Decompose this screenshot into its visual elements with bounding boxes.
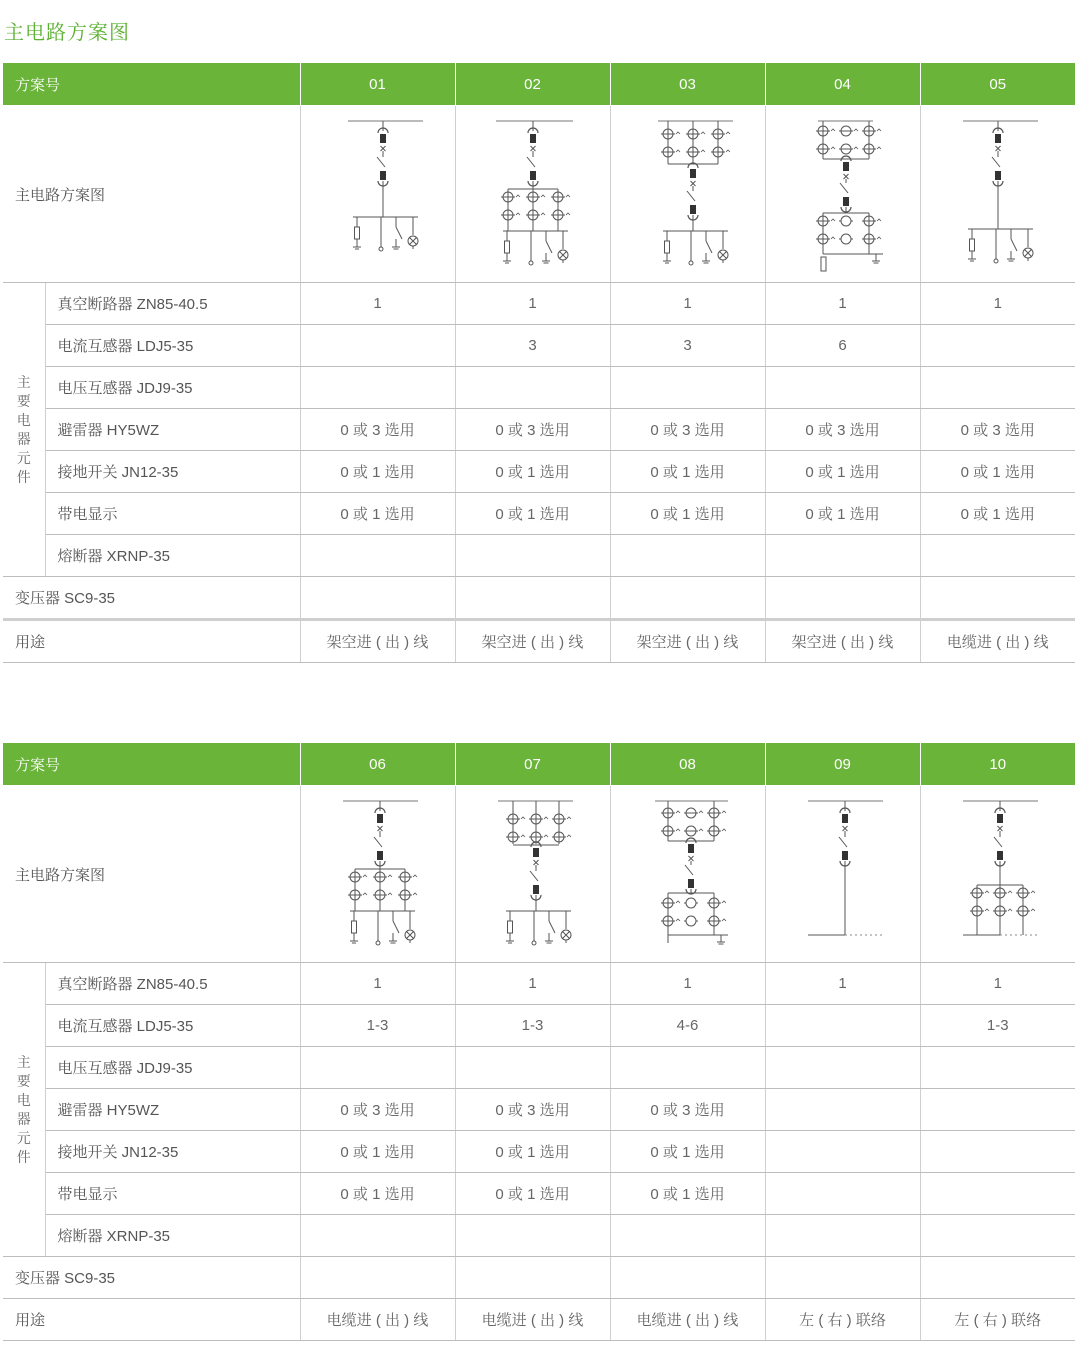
- scheme-no: 10: [920, 743, 1075, 786]
- cell-value: 1: [920, 283, 1075, 325]
- usage-value: 左 ( 右 ) 联络: [920, 1299, 1075, 1341]
- cell-value: [920, 535, 1075, 577]
- component-name: 真空断路器 ZN85-40.5: [45, 283, 300, 325]
- component-row: [3, 1005, 1075, 1047]
- circuit-diagram-10: [920, 786, 1075, 963]
- cell-value: [300, 1257, 455, 1299]
- component-row: [3, 283, 1075, 325]
- component-name: 真空断路器 ZN85-40.5: [45, 963, 300, 1005]
- cell-value: [765, 1005, 920, 1047]
- component-name: 电压互感器 JDJ9-35: [45, 367, 300, 409]
- cell-value: [300, 367, 455, 409]
- circuit-diagram-02: [455, 106, 610, 283]
- cell-value: [455, 577, 610, 620]
- cell-value: 0 或 1 选用: [455, 451, 610, 493]
- header-row: [3, 63, 1075, 106]
- component-name: 电流互感器 LDJ5-35: [45, 325, 300, 367]
- cell-value: [300, 577, 455, 620]
- transformer-label: 变压器 SC9-35: [3, 1257, 300, 1299]
- cell-value: [920, 1047, 1075, 1089]
- cell-value: 0 或 3 选用: [455, 409, 610, 451]
- cell-value: 6: [765, 325, 920, 367]
- usage-value: 架空进 ( 出 ) 线: [610, 620, 765, 663]
- cell-value: 0 或 3 选用: [920, 409, 1075, 451]
- cell-value: 0 或 1 选用: [610, 451, 765, 493]
- circuit-diagram-04: [765, 106, 920, 283]
- cell-value: [765, 1173, 920, 1215]
- circuit-diagram-03: [610, 106, 765, 283]
- cell-value: [920, 367, 1075, 409]
- usage-row: [3, 1299, 1075, 1341]
- usage-value: 电缆进 ( 出 ) 线: [300, 1299, 455, 1341]
- component-name: 接地开关 JN12-35: [45, 451, 300, 493]
- cell-value: [765, 535, 920, 577]
- cell-value: 1: [300, 963, 455, 1005]
- component-name: 避雷器 HY5WZ: [45, 409, 300, 451]
- cell-value: 0 或 1 选用: [610, 1131, 765, 1173]
- cell-value: [920, 325, 1075, 367]
- cell-value: 3: [610, 325, 765, 367]
- cell-value: [920, 577, 1075, 620]
- cell-value: 0 或 3 选用: [300, 409, 455, 451]
- cell-value: [765, 367, 920, 409]
- component-row: [3, 1047, 1075, 1089]
- scheme-no-label: 方案号: [3, 63, 300, 106]
- component-row: [3, 409, 1075, 451]
- group-label: 主 要 电 器 元 件: [3, 963, 45, 1257]
- diagram-row: [3, 106, 1075, 283]
- cell-value: 0 或 1 选用: [455, 1131, 610, 1173]
- usage-value: 架空进 ( 出 ) 线: [300, 620, 455, 663]
- scheme-no: 04: [765, 63, 920, 106]
- transformer-label: 变压器 SC9-35: [3, 577, 300, 620]
- scheme-no: 07: [455, 743, 610, 786]
- cell-value: [455, 1215, 610, 1257]
- component-row: [3, 325, 1075, 367]
- usage-value: 左 ( 右 ) 联络: [765, 1299, 920, 1341]
- cell-value: [920, 1215, 1075, 1257]
- cell-value: 0 或 1 选用: [300, 1173, 455, 1215]
- cell-value: 0 或 1 选用: [765, 493, 920, 535]
- cell-value: 0 或 3 选用: [455, 1089, 610, 1131]
- transformer-row: [3, 1257, 1075, 1299]
- cell-value: 1: [610, 963, 765, 1005]
- cell-value: 0 或 1 选用: [300, 451, 455, 493]
- cell-value: 0 或 1 选用: [610, 493, 765, 535]
- scheme-table-1: [3, 63, 1075, 663]
- component-name: 熔断器 XRNP-35: [45, 535, 300, 577]
- circuit-diagram-05: [920, 106, 1075, 283]
- cell-value: [455, 535, 610, 577]
- cell-value: 0 或 1 选用: [610, 1173, 765, 1215]
- cell-value: [300, 325, 455, 367]
- cell-value: [765, 1257, 920, 1299]
- usage-value: 电缆进 ( 出 ) 线: [920, 620, 1075, 663]
- cell-value: [765, 1131, 920, 1173]
- component-name: 避雷器 HY5WZ: [45, 1089, 300, 1131]
- component-row: [3, 535, 1075, 577]
- cell-value: [455, 1047, 610, 1089]
- cell-value: 1-3: [920, 1005, 1075, 1047]
- cell-value: 1: [455, 283, 610, 325]
- cell-value: [920, 1257, 1075, 1299]
- cell-value: 1: [300, 283, 455, 325]
- transformer-row: [3, 577, 1075, 620]
- component-name: 电压互感器 JDJ9-35: [45, 1047, 300, 1089]
- cell-value: [300, 535, 455, 577]
- cell-value: 0 或 1 选用: [300, 493, 455, 535]
- circuit-diagram-01: [300, 106, 455, 283]
- cell-value: 1-3: [455, 1005, 610, 1047]
- cell-value: 1: [610, 283, 765, 325]
- usage-value: 架空进 ( 出 ) 线: [455, 620, 610, 663]
- scheme-no-label: 方案号: [3, 743, 300, 786]
- usage-value: 电缆进 ( 出 ) 线: [610, 1299, 765, 1341]
- component-row: [3, 1173, 1075, 1215]
- cell-value: [920, 1173, 1075, 1215]
- page-title: 主电路方案图: [4, 22, 130, 44]
- scheme-no: 02: [455, 63, 610, 106]
- circuit-diagram-08: [610, 786, 765, 963]
- cell-value: [610, 1215, 765, 1257]
- component-name: 电流互感器 LDJ5-35: [45, 1005, 300, 1047]
- usage-label: 用途: [3, 1299, 300, 1341]
- cell-value: 1: [455, 963, 610, 1005]
- cell-value: [610, 1047, 765, 1089]
- scheme-no: 05: [920, 63, 1075, 106]
- cell-value: [610, 367, 765, 409]
- usage-row: [3, 620, 1075, 663]
- usage-value: 架空进 ( 出 ) 线: [765, 620, 920, 663]
- circuit-diagram-07: [455, 786, 610, 963]
- cell-value: 0 或 3 选用: [300, 1089, 455, 1131]
- component-row: [3, 1215, 1075, 1257]
- usage-value: 电缆进 ( 出 ) 线: [455, 1299, 610, 1341]
- cell-value: [765, 577, 920, 620]
- component-row: [3, 451, 1075, 493]
- cell-value: [765, 1089, 920, 1131]
- component-row: [3, 367, 1075, 409]
- scheme-no: 08: [610, 743, 765, 786]
- cell-value: 0 或 3 选用: [610, 409, 765, 451]
- cell-value: [610, 577, 765, 620]
- component-row: [3, 1131, 1075, 1173]
- scheme-no: 06: [300, 743, 455, 786]
- cell-value: [300, 1047, 455, 1089]
- cell-value: 1: [765, 963, 920, 1005]
- diagram-row: [3, 786, 1075, 963]
- cell-value: [610, 535, 765, 577]
- cell-value: 4-6: [610, 1005, 765, 1047]
- component-name: 带电显示: [45, 493, 300, 535]
- diagram-label: 主电路方案图: [3, 106, 300, 283]
- cell-value: [920, 1131, 1075, 1173]
- cell-value: [610, 1257, 765, 1299]
- circuit-diagram-06: [300, 786, 455, 963]
- cell-value: 1-3: [300, 1005, 455, 1047]
- scheme-table-2: [3, 743, 1075, 1341]
- cell-value: [455, 367, 610, 409]
- component-row: [3, 493, 1075, 535]
- component-row: [3, 1089, 1075, 1131]
- scheme-no: 03: [610, 63, 765, 106]
- component-row: [3, 963, 1075, 1005]
- cell-value: 0 或 1 选用: [300, 1131, 455, 1173]
- cell-value: [765, 1047, 920, 1089]
- header-row: [3, 743, 1075, 786]
- usage-label: 用途: [3, 620, 300, 663]
- cell-value: 0 或 1 选用: [455, 1173, 610, 1215]
- cell-value: [920, 1089, 1075, 1131]
- scheme-no: 09: [765, 743, 920, 786]
- component-name: 带电显示: [45, 1173, 300, 1215]
- cell-value: [300, 1215, 455, 1257]
- cell-value: 3: [455, 325, 610, 367]
- cell-value: [455, 1257, 610, 1299]
- cell-value: 0 或 3 选用: [610, 1089, 765, 1131]
- cell-value: 0 或 1 选用: [920, 451, 1075, 493]
- cell-value: 0 或 1 选用: [455, 493, 610, 535]
- diagram-label: 主电路方案图: [3, 786, 300, 963]
- cell-value: 0 或 1 选用: [920, 493, 1075, 535]
- scheme-no: 01: [300, 63, 455, 106]
- cell-value: [765, 1215, 920, 1257]
- cell-value: 0 或 1 选用: [765, 451, 920, 493]
- cell-value: 0 或 3 选用: [765, 409, 920, 451]
- component-name: 接地开关 JN12-35: [45, 1131, 300, 1173]
- circuit-diagram-09: [765, 786, 920, 963]
- component-name: 熔断器 XRNP-35: [45, 1215, 300, 1257]
- cell-value: 1: [920, 963, 1075, 1005]
- cell-value: 1: [765, 283, 920, 325]
- group-label: 主 要 电 器 元 件: [3, 283, 45, 577]
